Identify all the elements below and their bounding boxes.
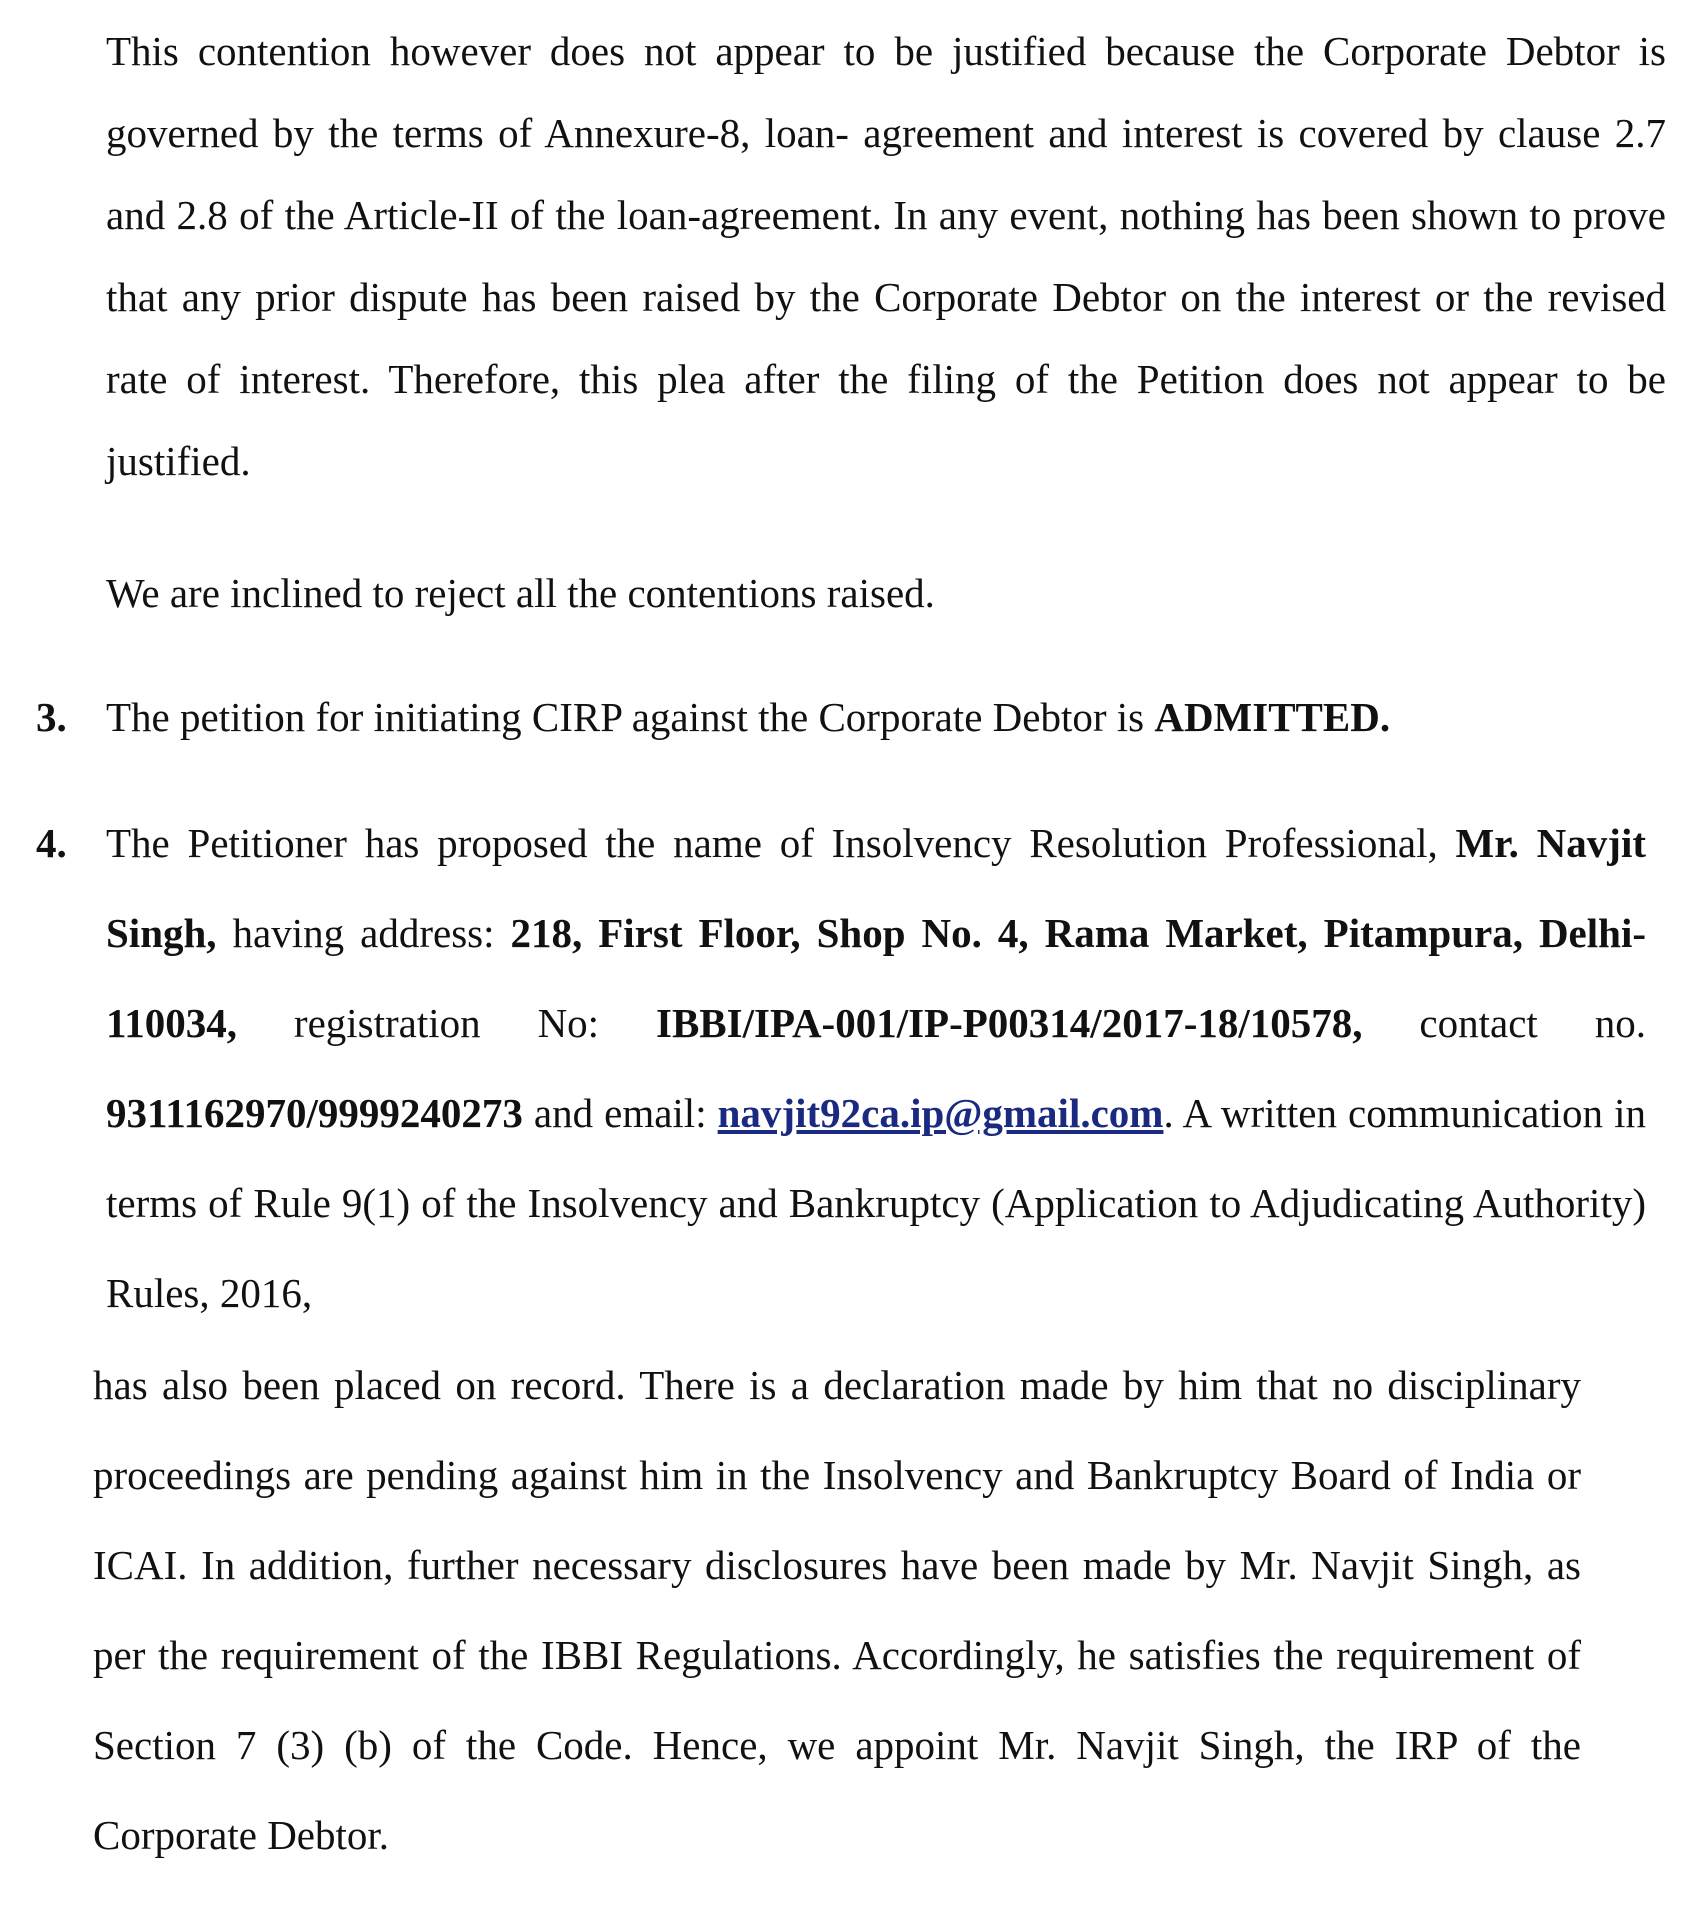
item-4-continuation: has also been placed on record. There is a declaration made by him that no disciplinary proceedings are pending against him in the Insolvency and Bankruptcy Board of India or ICAI. In addition, further necessary disclosures have been made by Mr. Navjit Singh, as per the requirement of the IBBI Regulations. Accordingly, he satisfies the requirement of Section 7 (3) (b) of the Code. Hence, we appoint Mr. Navjit Singh, the IRP of the Corporate Debtor. — [93, 1362, 1581, 1858]
registration-label: registration No: — [237, 1000, 656, 1046]
item-number-4: 4. — [36, 820, 67, 866]
address-label: having address: — [216, 910, 511, 956]
email-link[interactable]: navjit92ca.ip@gmail.com — [717, 1090, 1164, 1136]
admitted-label: ADMITTED. — [1154, 694, 1391, 740]
item-4-intro: The Petitioner has proposed the name of Insolvency Resolution Professional, — [106, 820, 1456, 866]
contact-label: contact no. — [1362, 1000, 1646, 1046]
paragraph-contention: This contention however does not appear to be justified because the Corporate Debtor is governed by the terms of Annexure-8, loan- agreement and interest is covered by clause 2.7 and 2.8 of the Article-II of the loan-agreement. In any event, nothing has been shown to prove that any prior dispute has been raised by the Corporate Debtor on the interest or the revised rate of interest. Therefore, this plea after the filing of the Petition does not appear to be justified. — [106, 28, 1666, 484]
paragraph-rejection: We are inclined to reject all the contentions raised. — [106, 570, 935, 616]
irp-address: 218, First Floor, Shop No. 4, Rama Market, Pitampura, Delhi-110034, — [106, 910, 1646, 1046]
email-label: and email: — [522, 1090, 718, 1136]
irp-name: Mr. Navjit Singh, — [106, 820, 1646, 956]
item-number-3: 3. — [36, 694, 67, 740]
item-4-rule-text: . A written communication in terms of Rule 9(1) of the Insolvency and Bankruptcy (Application to Adjudicating Authority) Rules, 2016, — [106, 1090, 1646, 1316]
item-4-text — [106, 798, 1646, 1338]
contact-number: 9311162970/9999240273 — [106, 1090, 523, 1136]
item-3-body: The petition for initiating CIRP against the Corporate Debtor is — [106, 694, 1155, 740]
item-3-text — [106, 676, 1666, 758]
registration-number: IBBI/IPA-001/IP-P00314/2017-18/10578, — [656, 1000, 1363, 1046]
